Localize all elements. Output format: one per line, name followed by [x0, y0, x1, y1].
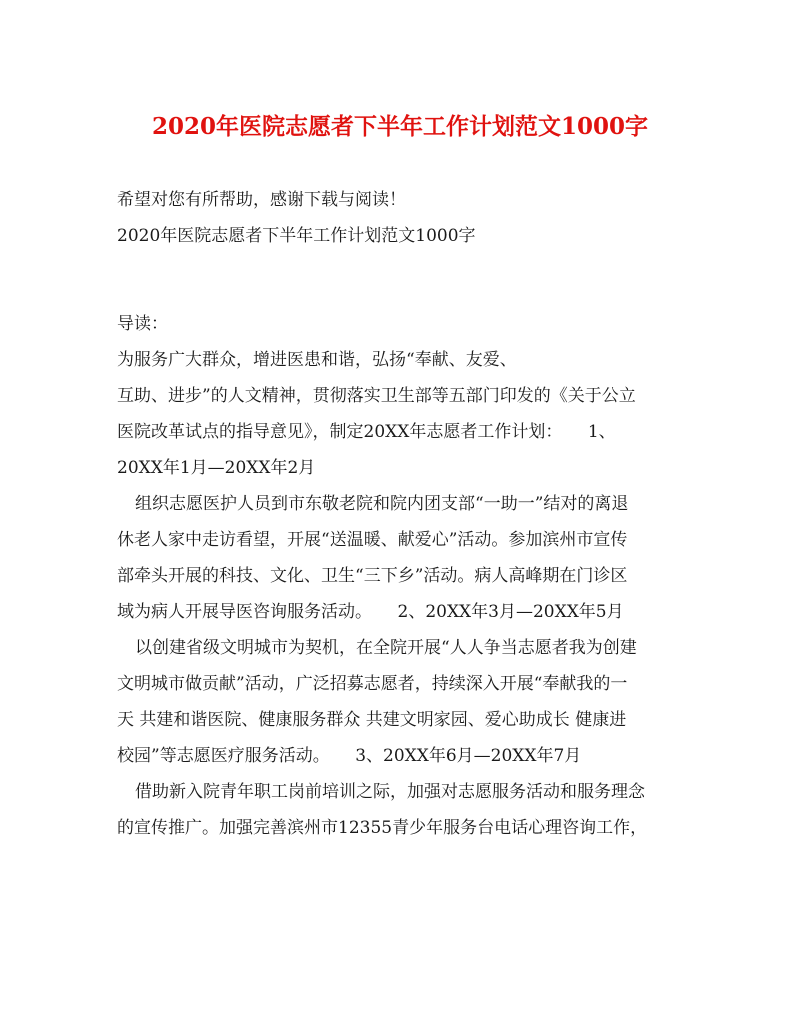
body-line: 为服务广大群众，增进医患和谐，弘扬“奉献、友爱、	[117, 350, 517, 370]
body-line: 组织志愿医护人员到市东敬老院和院内团支部“一助一”结对的离退	[135, 494, 629, 514]
intro-block	[117, 182, 687, 254]
body-block	[117, 306, 687, 846]
body-line: 借助新入院青年职工岗前培训之际，加强对志愿服务活动和服务理念	[135, 782, 645, 802]
body-line: 医院改革试点的指导意见》，制定20XX年志愿者工作计划： 1、	[117, 422, 616, 442]
body-line: 的宣传推广。加强完善滨州市12355青少年服务台电话心理咨询工作，	[117, 818, 648, 838]
body-line: 域为病人开展导医咨询服务活动。 2、20XX年3月—20XX年5月	[117, 602, 624, 622]
body-line: 休老人家中走访看望，开展“送温暖、献爱心”活动。参加滨州市宣传	[117, 530, 628, 550]
guide-label: 导读：	[117, 314, 168, 334]
intro-line-thanks: 希望对您有所帮助，感谢下载与阅读！	[117, 190, 406, 210]
document-title: 2020年医院志愿者下半年工作计划范文1000字	[151, 113, 649, 140]
body-line: 天 共建和谐医院、健康服务群众 共建文明家园、爱心助成长 健康进	[117, 710, 627, 730]
body-line: 20XX年1月—20XX年2月	[117, 458, 316, 478]
body-line: 互助、进步”的人文精神，贯彻落实卫生部等五部门印发的《关于公立	[117, 386, 636, 406]
body-line: 部牵头开展的科技、文化、卫生“三下乡”活动。病人高峰期在门诊区	[117, 566, 628, 586]
body-line: 文明城市做贡献”活动，广泛招募志愿者，持续深入开展“奉献我的一	[117, 674, 628, 694]
intro-line-subtitle: 2020年医院志愿者下半年工作计划范文1000字	[117, 226, 476, 246]
body-line: 以创建省级文明城市为契机，在全院开展“人人争当志愿者我为创建	[135, 638, 637, 658]
body-line: 校园”等志愿医疗服务活动。 3、20XX年6月—20XX年7月	[117, 746, 582, 766]
